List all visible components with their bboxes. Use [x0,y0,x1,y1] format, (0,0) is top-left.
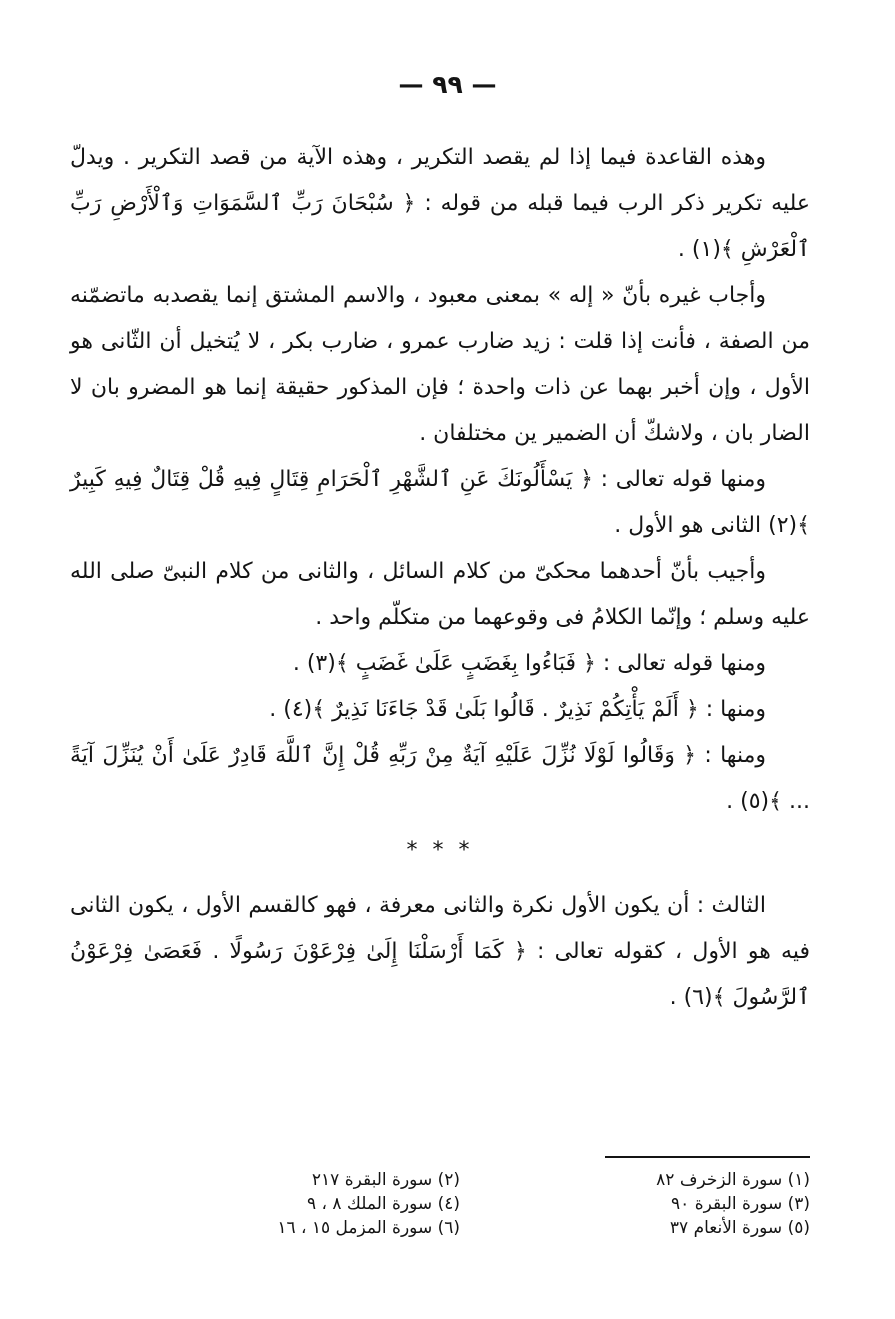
footnote-3: (٣) سورة البقرة ٩٠ [671,1194,810,1214]
paragraph-5: ومنها قوله تعالى : ﴿ فَبَاءُوا بِغَضَبٍ عَلَىٰ غَضَبٍ ﴾(٣) . [292,651,766,676]
footnote-2: (٢) سورة البقرة ٢١٧ [311,1170,460,1190]
paragraph-3: ومنها قوله تعالى : ﴿ يَسْأَلُونَكَ عَنِ ٱلشَّهْرِ ٱلْحَرَامِ قِتَالٍ فِيهِ قُلْ قِتَالٌ فِيهِ كَبِيرٌ ﴾(٢) الثانى هو الأول . [70,467,810,538]
paragraph-7: ومنها : ﴿ وَقَالُوا لَوْلَا نُزِّلَ عَلَيْهِ آيَةٌ مِنْ رَبِّهِ قُلْ إِنَّ ٱللَّهَ قَادِرٌ عَلَىٰ أَنْ يُنَزِّلَ آيَةً ... ﴾(٥) . [70,743,810,814]
paragraph-2: وأجاب غيره بأنّ « إله » بمعنى معبود ، والاسم المشتق إنما يقصدبه ماتضمّنه من الصفة ، فأنت إذا قلت : زيد ضارب عمرو ، ضارب بكر ، لا يُتخيل أن الثّانى هو الأول ، وإن أخبر بهما عن ذات واحدة ؛ فإن المذكور حقيقة إنما هو المضرو بان لا الضار بان ، ولاشكّ أن الضمير ين مختلفان . [70,283,810,446]
footnote-5: (٥) سورة الأنعام ٣٧ [669,1218,810,1238]
footnote-1: (١) سورة الزخرف ٨٢ [656,1170,810,1190]
paragraph-4: وأجيب بأنّ أحدهما محكىّ من كلام السائل ، والثانى من كلام النبىّ صلى الله عليه وسلم ؛ وإنّما الكلامُ فى وقوعهما من متكلّم واحد . [70,559,810,630]
paragraph-1: وهذه القاعدة فيما إذا لم يقصد التكرير ، وهذه الآية من قصد التكرير . ويدلّ عليه تكرير ذكر الرب فيما قبله من قوله : ﴿ سُبْحَانَ رَبِّ ٱلسَّمَوَاتِ وَٱلْأَرْضِ رَبِّ ٱلْعَرْشِ ﴾(١) . [70,145,810,262]
page-number: — ٩٩ — [398,70,497,99]
footnote-rule [605,1156,810,1158]
paragraph-6: ومنها : ﴿ أَلَمْ يَأْتِكُمْ نَذِيرٌ . قَالُوا بَلَىٰ قَدْ جَاءَنَا نَذِيرٌ ﴾(٤) . [269,697,766,722]
paragraph-8: الثالث : أن يكون الأول نكرة والثانى معرفة ، فهو كالقسم الأول ، يكون الثانى فيه هو الأول ، كقوله تعالى : ﴿ كَمَا أَرْسَلْنَا إِلَىٰ فِرْعَوْنَ رَسُولًا . فَعَصَىٰ فِرْعَوْنُ ٱلرَّسُولَ ﴾(٦) . [70,893,810,1010]
footnote-6: (٦) سورة المزمل ١٥ ، ١٦ [277,1218,460,1238]
body-text [70,135,810,1021]
footnotes [140,1168,810,1240]
footnote-4: (٤) سورة الملك ٨ ، ٩ [306,1194,460,1214]
section-separator: * * * [406,838,474,863]
